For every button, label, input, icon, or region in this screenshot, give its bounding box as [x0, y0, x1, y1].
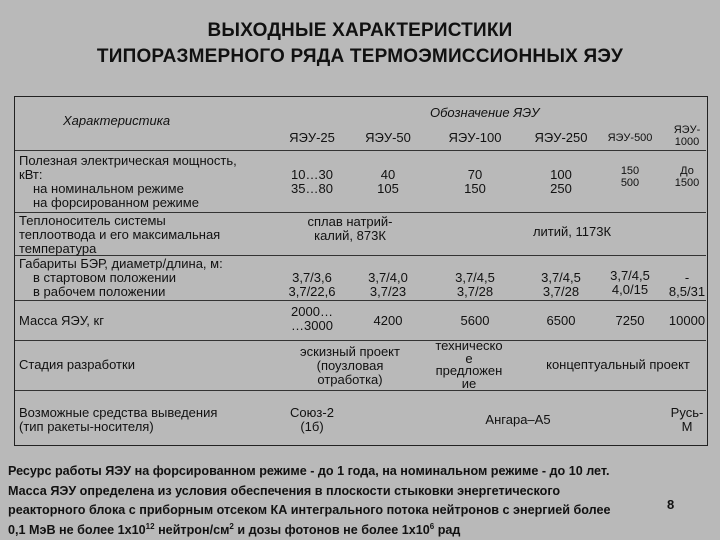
mass-value-250: 6500 — [546, 313, 576, 328]
dimensions-working: 3,7/22,6 — [288, 284, 336, 299]
mass-value-500: 7250 — [615, 313, 645, 328]
dimensions-launch: 3,7/4,5 — [541, 270, 581, 285]
launch-line: Русь- — [670, 405, 704, 420]
launch-value-angara: Ангара–А5 — [485, 412, 551, 427]
footnote-line-4 — [8, 521, 716, 540]
footnote-superscript: 6 — [429, 521, 435, 531]
coolant-value-lithium: литий, 1173К — [532, 224, 612, 239]
label-launch — [19, 406, 217, 434]
launch-value-rus — [663, 406, 711, 434]
power-nominal: 10…30 — [291, 167, 333, 182]
power-forced: 250 — [550, 181, 572, 196]
title-line-1: ВЫХОДНЫЕ ХАРАКТЕРИСТИКИ — [207, 20, 513, 41]
label-mass: Масса ЯЭУ, кг — [19, 313, 104, 328]
dimensions-working: 3,7/28 — [542, 284, 580, 299]
label-power-line: Полезная электрическая мощность, — [19, 153, 237, 168]
footnote — [8, 462, 716, 540]
label-power — [19, 154, 237, 210]
column-header-1000-b: 1000 — [674, 136, 700, 148]
mass-line: …3000 — [291, 318, 333, 333]
dimensions-working: 4,0/15 — [611, 282, 649, 297]
label-dimensions-line: в рабочем положении — [33, 284, 166, 299]
label-launch-line: (тип ракеты-носителя) — [19, 419, 154, 434]
label-launch-line: Возможные средства выведения — [19, 405, 218, 420]
coolant-line: калий, 873К — [314, 228, 386, 243]
mass-value-100: 5600 — [460, 313, 490, 328]
power-forced: 35…80 — [291, 181, 333, 196]
power-nominal: До — [680, 165, 694, 177]
launch-line: М — [681, 419, 693, 434]
stage-value-conceptual: концептуальный проект — [546, 357, 690, 372]
column-header-25: ЯЭУ-25 — [289, 130, 335, 145]
power-value-50 — [353, 168, 423, 196]
label-dimensions-line: в стартовом положении — [33, 270, 177, 285]
footnote-text: и дозы фотонов не более 1х10 — [233, 522, 430, 537]
stage-line: предложен — [435, 363, 503, 378]
power-nominal: 70 — [467, 167, 483, 182]
launch-line: (1б) — [300, 419, 324, 434]
footnote-line-3: реакторного блока с приборным отсеком КА интегрального потока нейтронов с энергией более — [8, 503, 611, 517]
row-divider-launch — [15, 390, 706, 391]
label-dimensions — [19, 257, 223, 299]
label-power-line: на номинальном режиме — [33, 181, 184, 196]
dimensions-working: 3,7/28 — [456, 284, 494, 299]
power-nominal: 40 — [380, 167, 396, 182]
power-value-1000 — [663, 165, 711, 189]
page-number: 8 — [667, 497, 675, 512]
power-forced: 105 — [377, 181, 399, 196]
label-coolant-line: теплоотвода и его максимальная — [19, 227, 221, 242]
header-designation: Обозначение ЯЭУ — [430, 105, 540, 120]
column-header-500: ЯЭУ-500 — [607, 132, 653, 144]
footnote-superscript: 2 — [229, 521, 234, 531]
dimensions-launch: 3,7/4,5 — [610, 268, 650, 283]
footnote-text: нейтрон/см — [154, 522, 230, 537]
label-dimensions-line: Габариты БЭР, диаметр/длина, м: — [19, 256, 223, 271]
power-nominal: 150 — [620, 165, 640, 177]
label-stage: Стадия разработки — [19, 357, 135, 372]
stage-line: эскизный проект — [300, 344, 400, 359]
dimensions-value-50 — [353, 271, 423, 299]
mass-value-25 — [277, 305, 347, 333]
launch-value-soyuz — [277, 406, 347, 434]
stage-line: ие — [461, 375, 477, 391]
power-value-25 — [277, 168, 347, 196]
dimensions-value-500 — [595, 269, 665, 297]
footnote-line-1: Ресурс работы ЯЭУ на форсированном режиме - до 1 года, на номинальном режиме - до 10 лет. — [8, 464, 610, 478]
column-header-50: ЯЭУ-50 — [365, 130, 411, 145]
characteristics-table — [14, 96, 708, 446]
label-power-line: кВт: — [19, 167, 43, 182]
power-value-100 — [433, 168, 517, 196]
dimensions-value-100 — [433, 271, 517, 299]
stage-line: отработка) — [317, 372, 383, 387]
power-nominal: 100 — [550, 167, 572, 182]
label-coolant-line: Теплоноситель системы — [19, 213, 166, 228]
dimensions-working: 8,5/31 — [668, 284, 706, 299]
coolant-line: сплав натрий- — [307, 214, 393, 229]
title-line-2: ТИПОРАЗМЕРНОГО РЯДА ТЕРМОЭМИССИОННЫХ ЯЭУ — [96, 46, 624, 67]
row-divider-power — [15, 150, 706, 151]
footnote-superscript: 12 — [145, 521, 155, 531]
power-forced: 500 — [620, 177, 640, 189]
power-value-500 — [595, 165, 665, 189]
dimensions-launch: 3,7/3,6 — [292, 270, 332, 285]
footnote-text: 0,1 МэВ не более 1х10 — [8, 522, 146, 537]
stage-line: техническо — [435, 338, 503, 353]
header-characteristic: Характеристика — [63, 113, 171, 128]
row-divider-stage — [15, 340, 706, 341]
coolant-value-sodium-potassium — [277, 215, 423, 243]
page-title — [0, 18, 720, 70]
power-forced: 1500 — [674, 177, 700, 189]
footnote-line-2: Масса ЯЭУ определена из условия обеспечения в плоскости стыковки энергетического — [8, 483, 561, 498]
column-header-1000 — [663, 124, 711, 148]
label-coolant — [19, 214, 220, 256]
dimensions-value-25 — [277, 271, 347, 299]
mass-line: 2000… — [291, 304, 333, 319]
label-power-line: на форсированном режиме — [33, 195, 199, 210]
mass-value-50: 4200 — [373, 313, 403, 328]
dimensions-value-1000 — [663, 271, 711, 299]
dimensions-launch: 3,7/4,5 — [455, 270, 495, 285]
dimensions-working: 3,7/23 — [369, 284, 407, 299]
column-header-100: ЯЭУ-100 — [448, 130, 502, 145]
column-header-250: ЯЭУ-250 — [534, 130, 588, 145]
label-coolant-line: температура — [19, 241, 97, 256]
power-value-250 — [519, 168, 603, 196]
stage-value-draft — [277, 345, 423, 387]
row-divider-mass — [15, 300, 706, 301]
footnote-text: рад — [434, 522, 461, 537]
stage-line: е — [465, 350, 473, 366]
power-forced: 150 — [464, 181, 486, 196]
dimensions-launch: 3,7/4,0 — [368, 270, 408, 285]
dimensions-launch: - — [684, 270, 690, 285]
column-header-1000-a: ЯЭУ- — [673, 124, 701, 136]
mass-value-1000: 10000 — [668, 313, 706, 328]
stage-line: (поузловая — [316, 358, 384, 373]
dimensions-value-250 — [519, 271, 603, 299]
stage-value-technical — [427, 340, 511, 390]
launch-line: Союз-2 — [290, 405, 334, 420]
